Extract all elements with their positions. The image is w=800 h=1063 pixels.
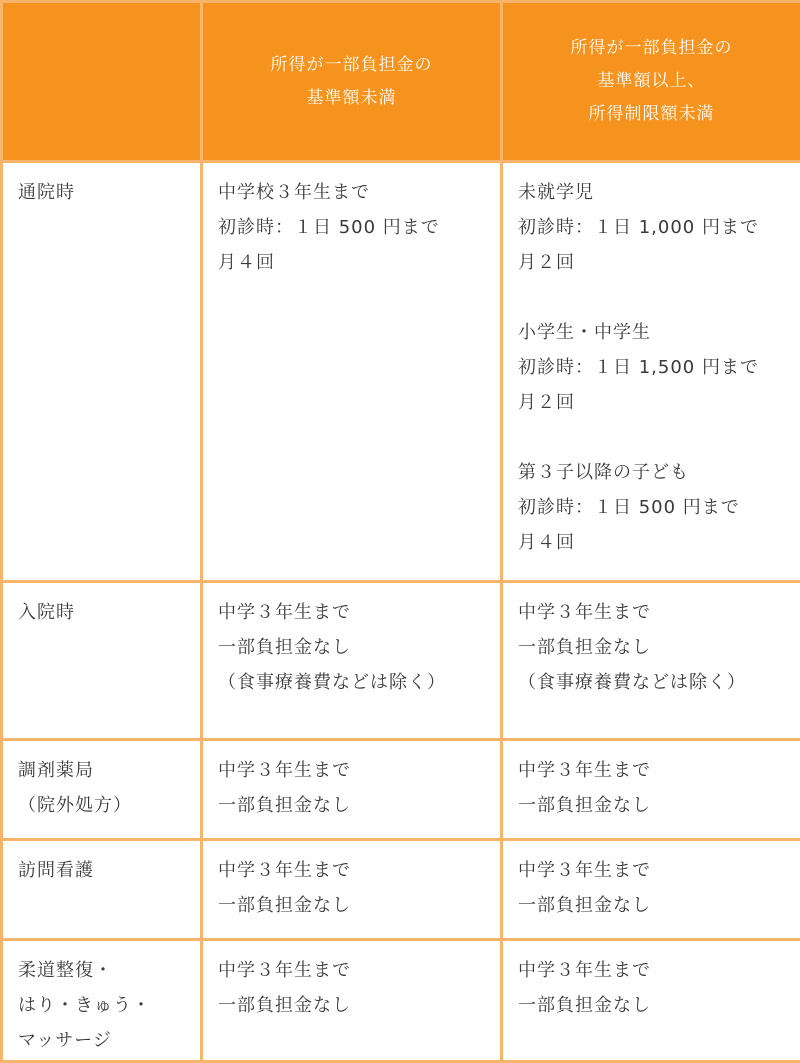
group-preschool-title: 未就学児 xyxy=(518,175,800,210)
below-threshold-cell xyxy=(202,740,502,840)
group-third-child-title: 第３子以降の子ども xyxy=(518,455,800,490)
cell-line: 月２回 xyxy=(518,385,800,420)
cell-line: 中学３年生まで xyxy=(518,595,800,630)
cell-line: 中学３年生まで xyxy=(218,853,500,888)
header-corner-cell xyxy=(2,2,202,162)
below-threshold-cell xyxy=(202,940,502,1062)
cell-line: （食事療養費などは除く） xyxy=(218,665,500,700)
row-judo-therapy xyxy=(2,940,800,1062)
cell-line: 一部負担金なし xyxy=(518,630,800,665)
row-label-cell xyxy=(2,740,202,840)
row-home-nursing xyxy=(2,840,800,940)
header-income-below-threshold xyxy=(202,2,502,162)
row-label-cell xyxy=(2,840,202,940)
above-threshold-cell xyxy=(502,582,800,740)
row-pharmacy xyxy=(2,740,800,840)
cell-line: 一部負担金なし xyxy=(218,988,500,1023)
header-line: 所得が一部負担金の xyxy=(204,49,499,82)
cell-line: 一部負担金なし xyxy=(518,788,800,823)
group-spacer xyxy=(518,420,800,455)
above-threshold-cell xyxy=(502,940,800,1062)
header-row xyxy=(2,2,800,162)
cell-line: 中学３年生まで xyxy=(218,753,500,788)
cell-line: 中学３年生まで xyxy=(518,953,800,988)
below-threshold-cell xyxy=(202,162,502,582)
header-line: 所得制限額未満 xyxy=(504,98,799,131)
cell-line: 一部負担金なし xyxy=(218,788,500,823)
row-label: はり・きゅう・ xyxy=(18,988,200,1023)
cell-line: 初診時：１日 1,500 円まで xyxy=(518,350,800,385)
above-threshold-cell xyxy=(502,162,800,582)
row-inpatient xyxy=(2,582,800,740)
cell-line: 一部負担金なし xyxy=(518,988,800,1023)
cell-line: 月４回 xyxy=(218,245,500,280)
header-line: 所得が一部負担金の xyxy=(504,32,799,65)
above-threshold-cell xyxy=(502,840,800,940)
row-label: 訪問看護 xyxy=(18,853,200,888)
row-outpatient xyxy=(2,162,800,582)
cell-line: 一部負担金なし xyxy=(218,630,500,665)
cell-line: 中学３年生まで xyxy=(218,595,500,630)
cell-line: 中学３年生まで xyxy=(218,953,500,988)
row-label-cell xyxy=(2,940,202,1062)
below-threshold-cell xyxy=(202,582,502,740)
cell-line: 一部負担金なし xyxy=(218,888,500,923)
cell-line: 初診時：１日 500 円まで xyxy=(518,490,800,525)
above-threshold-cell xyxy=(502,740,800,840)
row-label: 入院時 xyxy=(18,595,200,630)
cell-line: 中学校３年生まで xyxy=(218,175,500,210)
row-label: 柔道整復・ xyxy=(18,953,200,988)
cell-line: 中学３年生まで xyxy=(518,853,800,888)
header-line: 基準額未満 xyxy=(204,82,499,115)
row-label: マッサージ xyxy=(18,1023,200,1058)
below-threshold-cell xyxy=(202,840,502,940)
cell-line: 初診時：１日 500 円まで xyxy=(218,210,500,245)
cell-line: 月２回 xyxy=(518,245,800,280)
row-label: （院外処方） xyxy=(18,788,200,823)
cell-line: 一部負担金なし xyxy=(518,888,800,923)
group-spacer xyxy=(518,280,800,315)
header-line: 基準額以上、 xyxy=(504,65,799,98)
header-income-above-threshold xyxy=(502,2,800,162)
group-school-title: 小学生・中学生 xyxy=(518,315,800,350)
row-label-cell xyxy=(2,162,202,582)
cell-line: 初診時：１日 1,000 円まで xyxy=(518,210,800,245)
row-label: 調剤薬局 xyxy=(18,753,200,788)
cell-line: 中学３年生まで xyxy=(518,753,800,788)
cell-line: 月４回 xyxy=(518,525,800,560)
row-label: 通院時 xyxy=(18,175,200,210)
cell-line: （食事療養費などは除く） xyxy=(518,665,800,700)
row-label-cell xyxy=(2,582,202,740)
